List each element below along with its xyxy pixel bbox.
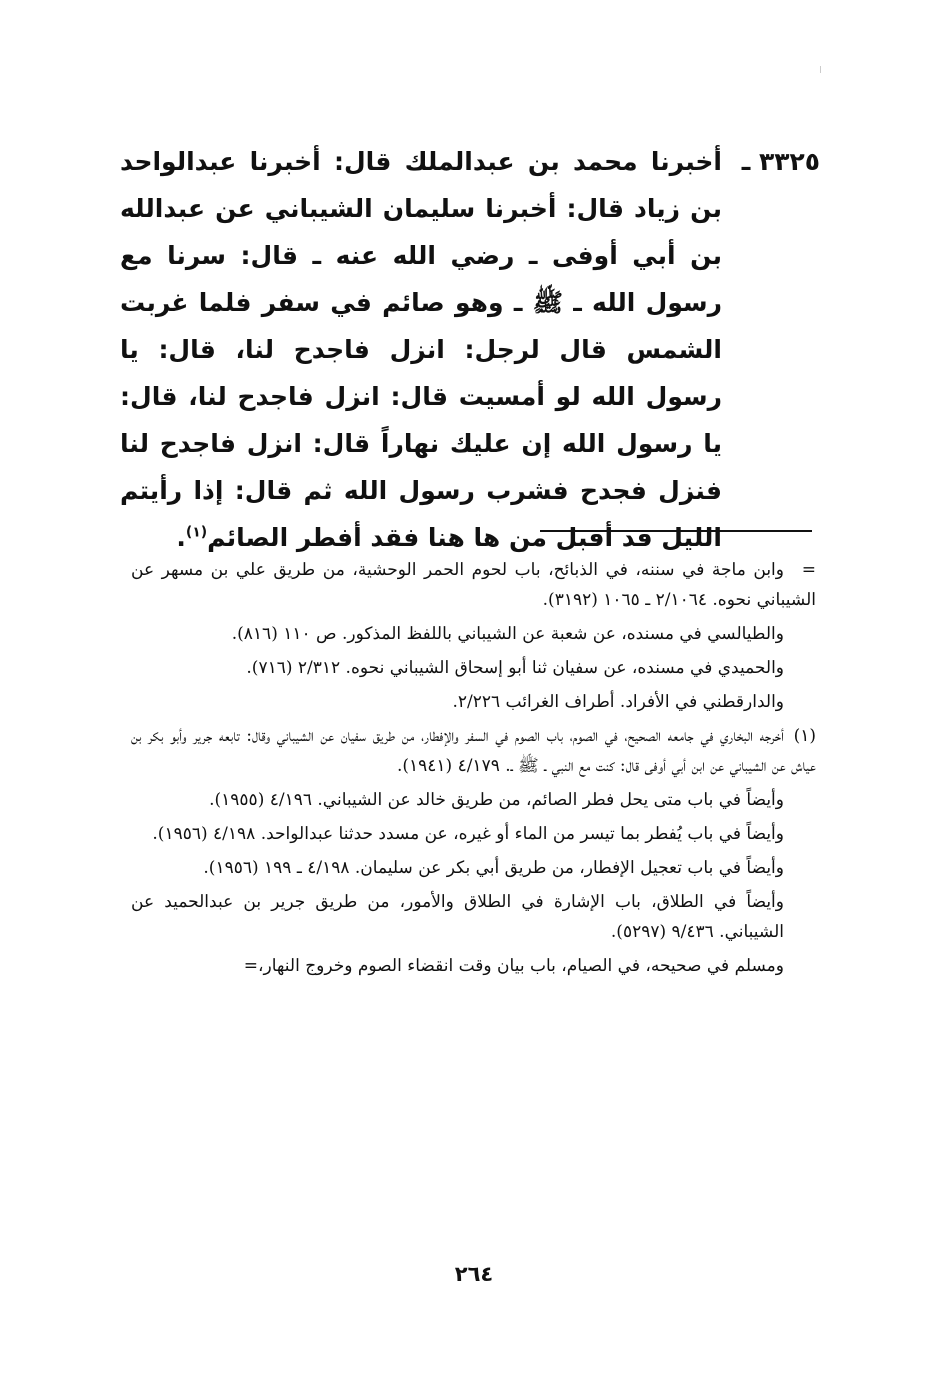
footnotes xyxy=(131,555,816,985)
footnote-line: والحميدي في مسنده، عن سفيان ثنا أبو إسحاق الشيباني نحوه. ٢/٣١٢ (٧١٦). xyxy=(246,658,784,678)
footnote-line: وأيضاً في باب متى يحل فطر الصائم، من طريق خالد عن الشيباني. ٤/١٩٦ (١٩٥٥). xyxy=(209,790,784,810)
footnote-continued-line xyxy=(131,555,816,615)
footnote-text: أخرجه البخاري في جامعه الصحيح، في الصوم، باب الصوم في السفر والإفطار، من طريق سفيان عن الشيباني وقال: تابعه جرير وأبو بكر بن عياش عن الشيباني عن ابن أبي أوفى قال: كنت مع النبي ـ ﷺ ـ. ٤/١٧٩ (١٩٤١). xyxy=(131,726,816,776)
hadith-number: ٣٣٢٥ ـ xyxy=(741,147,820,176)
hadith-end: . xyxy=(176,523,186,552)
continuation-marker: = xyxy=(801,560,816,580)
scan-speck xyxy=(820,66,821,73)
page-number: ٢٦٤ xyxy=(454,1262,494,1286)
footnote-line: وأيضاً في باب يُفطر بما تيسر من الماء أو غيره، عن مسدد حدثنا عبدالواحد. ٤/١٩٨ (١٩٥٦). xyxy=(152,824,784,844)
footnote-1-line xyxy=(131,721,816,781)
hadith-text: أخبرنا محمد بن عبدالملك قال: أخبرنا عبدالواحد بن زياد قال: أخبرنا سليمان الشيباني عن عبدالله بن أبي أوفى ـ رضي الله عنه ـ قال: سرنا مع رسول الله ـ ﷺ ـ وهو صائم في سفر فلما غربت الشمس قال لرجل: انزل فاجدح لنا، قال: يا رسول الله لو أمسيت قال: انزل فاجدح لنا، قال: يا رسول الله إن عليك نهاراً قال: انزل فاجدح لنا فنزل فجدح فشرب رسول الله ثم قال: إذا رأيتم الليل قد أقبل من ها هنا فقد أفطر الصائم xyxy=(120,147,722,552)
footnote-divider xyxy=(540,530,812,532)
hadith-paragraph xyxy=(120,138,820,561)
footnote-line: والطيالسي في مسنده، عن شعبة عن الشيباني باللفظ المذكور. ص ١١٠ (٨١٦). xyxy=(231,624,784,644)
hadith-block xyxy=(120,138,820,561)
footnote-line: والدارقطني في الأفراد. أطراف الغرائب ٢/٢٢٦. xyxy=(452,692,784,712)
footnote-line: وأيضاً في الطلاق، باب الإشارة في الطلاق والأمور، من طريق جرير بن عبدالحميد عن الشيباني. ٩/٤٣٦ (٥٢٩٧). xyxy=(131,892,784,942)
footnote-line: ومسلم في صحيحه، في الصيام، باب بيان وقت انقضاء الصوم وخروج النهار،= xyxy=(243,956,784,976)
footnote-1-marker: (١) xyxy=(793,726,816,746)
footnote-reference: (١) xyxy=(185,524,208,541)
footnote-line: وأيضاً في باب تعجيل الإفطار، من طريق أبي بكر عن سليمان. ٤/١٩٨ ـ ١٩٩ (١٩٥٦). xyxy=(203,858,784,878)
footnote-text: وابن ماجة في سننه، في الذبائح، باب لحوم الحمر الوحشية، من طريق علي بن مسهر عن الشيباني نحوه. ٢/١٠٦٤ ـ ١٠٦٥ (٣١٩٢). xyxy=(131,560,816,610)
